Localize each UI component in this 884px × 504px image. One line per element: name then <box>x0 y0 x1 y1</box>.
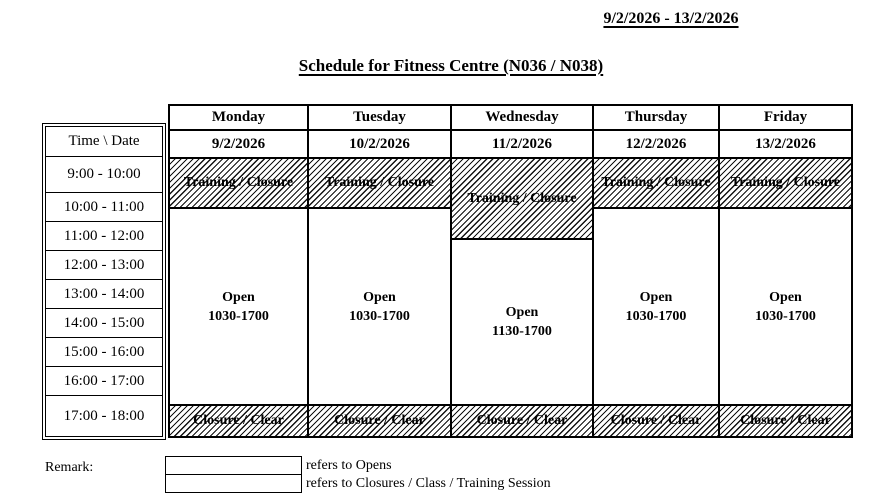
time-column-inner <box>45 126 163 437</box>
open-label: Open <box>769 289 802 305</box>
day-date-header: 9/2/2026 <box>170 131 307 159</box>
open-hours: 1030-1700 <box>349 308 410 324</box>
closure-clear-cell <box>309 404 450 436</box>
closure-clear-label: Closure / Clear <box>334 413 425 428</box>
closure-clear-cell <box>170 404 307 436</box>
legend-open-swatch <box>165 456 302 475</box>
training-closure-label: Training / Closure <box>467 190 577 206</box>
legend-closed-text: refers to Closures / Class / Training Session <box>306 475 551 491</box>
day-name-header: Monday <box>170 106 307 131</box>
schedule-grid <box>168 104 853 438</box>
day-date-header: 10/2/2026 <box>309 131 450 159</box>
closure-clear-label: Closure / Clear <box>476 413 568 428</box>
day-column-thursday <box>594 106 720 436</box>
time-slot-cell: 11:00 - 12:00 <box>46 221 162 250</box>
closure-clear-cell <box>594 404 718 436</box>
training-closure-cell <box>309 159 450 209</box>
day-name-header: Tuesday <box>309 106 450 131</box>
open-label: Open <box>505 305 539 320</box>
legend-open-text: refers to Opens <box>306 457 392 473</box>
training-closure-label: Training / Closure <box>183 175 294 190</box>
day-column-body <box>594 159 718 436</box>
day-column-body <box>309 159 450 436</box>
open-cell <box>452 240 592 404</box>
time-slot-cell: 13:00 - 14:00 <box>46 279 162 308</box>
day-column-monday <box>170 106 309 436</box>
date-range-heading: 9/2/2026 - 13/2/2026 <box>603 10 739 27</box>
training-closure-label: Training / Closure <box>601 175 711 190</box>
day-date-header: 13/2/2026 <box>720 131 851 159</box>
time-date-corner-cell: Time \ Date <box>68 133 140 149</box>
open-cell <box>170 209 307 404</box>
day-name-header: Wednesday <box>452 106 592 131</box>
time-slot-cell: 14:00 - 15:00 <box>46 308 162 337</box>
day-column-tuesday <box>309 106 452 436</box>
training-closure-cell <box>452 159 592 240</box>
open-hours: 1130-1700 <box>492 324 552 339</box>
day-name-header: Thursday <box>594 106 718 131</box>
open-label: Open <box>363 289 396 305</box>
legend-closed-swatch <box>165 474 302 493</box>
open-label: Open <box>222 289 255 305</box>
legend-row-closed <box>165 474 551 493</box>
open-cell <box>594 209 718 404</box>
page-title: Schedule for Fitness Centre (N036 / N038) <box>298 56 604 75</box>
closure-clear-label: Closure / Clear <box>193 413 284 428</box>
legend-row-open <box>165 456 392 475</box>
day-date-header: 11/2/2026 <box>452 131 592 159</box>
time-slot-cell: 16:00 - 17:00 <box>46 366 162 395</box>
remark-label: Remark: <box>45 460 94 475</box>
day-column-wednesday <box>452 106 594 436</box>
closure-clear-cell <box>720 404 851 436</box>
open-cell <box>720 209 851 404</box>
day-column-body <box>170 159 307 436</box>
training-closure-label: Training / Closure <box>324 175 435 190</box>
time-slot-cell: 10:00 - 11:00 <box>46 192 162 221</box>
day-column-body <box>720 159 851 436</box>
day-column-friday <box>720 106 851 436</box>
day-column-body <box>452 159 592 436</box>
closure-clear-label: Closure / Clear <box>740 413 831 428</box>
open-cell <box>309 209 450 404</box>
closure-clear-cell <box>452 404 592 436</box>
training-closure-cell <box>170 159 307 209</box>
time-slot-cell: 9:00 - 10:00 <box>46 156 162 192</box>
closure-clear-label: Closure / Clear <box>610 413 702 428</box>
open-hours: 1030-1700 <box>755 308 816 324</box>
time-column <box>42 123 166 440</box>
day-date-header: 12/2/2026 <box>594 131 718 159</box>
time-slot-cell: 12:00 - 13:00 <box>46 250 162 279</box>
open-label: Open <box>639 289 673 305</box>
training-closure-cell <box>594 159 718 209</box>
training-closure-label: Training / Closure <box>730 175 841 190</box>
open-hours: 1030-1700 <box>208 308 269 324</box>
time-slot-cell: 17:00 - 18:00 <box>46 395 162 436</box>
training-closure-cell <box>720 159 851 209</box>
open-hours: 1030-1700 <box>625 308 687 324</box>
time-slot-cell: 15:00 - 16:00 <box>46 337 162 366</box>
day-name-header: Friday <box>720 106 851 131</box>
